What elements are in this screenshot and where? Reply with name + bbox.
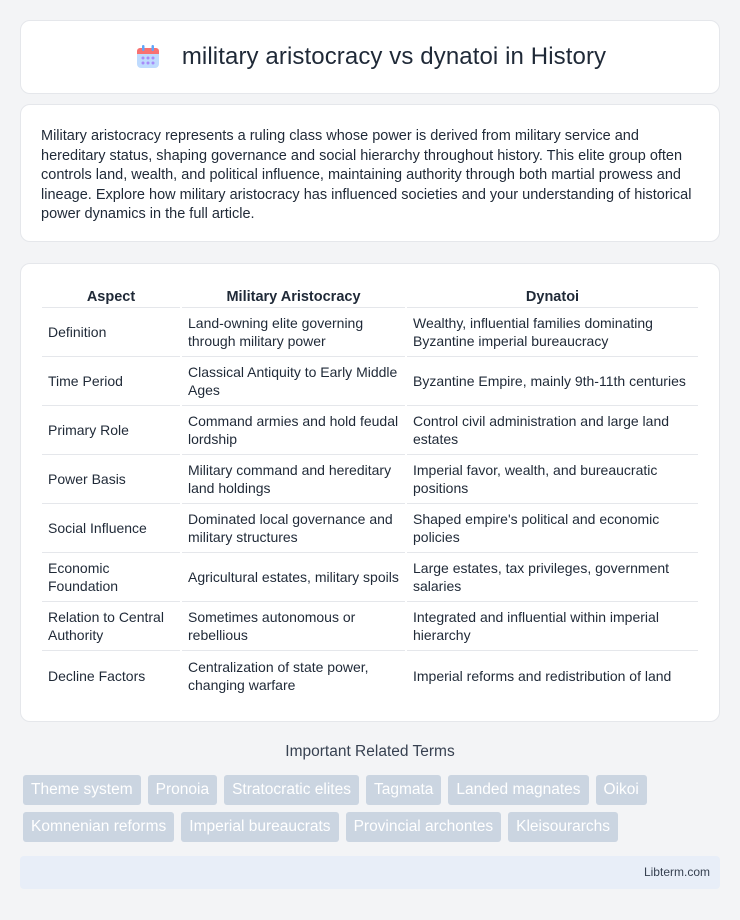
table-row [42, 357, 698, 406]
table-row [42, 406, 698, 455]
comparison-table [40, 284, 700, 700]
header-dynatoi: Dynatoi [407, 284, 698, 308]
intro-card [20, 104, 720, 242]
row-dynatoi: Byzantine Empire, mainly 9th-11th centuries [407, 357, 698, 406]
intro-text: Military aristocracy represents a ruling class whose power is derived from military service and hereditary status, shaping governance and social hierarchy throughout history. This elite group often controls land, wealth, and political influence, maintaining authority through both martial prowess and lineage. Explore how military aristocracy has influenced societies and your understanding of historical power dynamics in the full article. [41, 128, 692, 222]
row-military: Command armies and hold feudal lordship [182, 406, 405, 455]
row-dynatoi: Wealthy, influential families dominating Byzantine imperial bureaucracy [407, 308, 698, 357]
row-military: Dominated local governance and military structures [182, 504, 405, 553]
row-military: Agricultural estates, military spoils [182, 553, 405, 602]
row-aspect: Relation to Central Authority [42, 602, 180, 651]
row-dynatoi: Shaped empire's political and economic policies [407, 504, 698, 553]
row-aspect: Definition [42, 308, 180, 357]
row-dynatoi: Large estates, tax privileges, government salaries [407, 553, 698, 602]
row-military: Land-owning elite governing through military power [182, 308, 405, 357]
related-term-tag[interactable]: Kleisourarchs [508, 812, 618, 842]
row-aspect: Decline Factors [48, 667, 146, 684]
row-dynatoi: Integrated and influential within imperial hierarchy [407, 602, 698, 651]
comparison-table-card [20, 263, 720, 722]
table-row [42, 308, 698, 357]
table-row [42, 455, 698, 504]
header-card [20, 20, 720, 94]
row-aspect: Social Influence [42, 504, 180, 553]
row-dynatoi: Control civil administration and large land estates [407, 406, 698, 455]
row-aspect: Power Basis [42, 455, 180, 504]
header-military-aristocracy: Military Aristocracy [182, 284, 405, 308]
table-row [42, 504, 698, 553]
row-military: Sometimes autonomous or rebellious [182, 602, 405, 651]
row-military: Military command and hereditary land holdings [182, 455, 405, 504]
page-title: military aristocracy vs dynatoi in History [181, 43, 607, 70]
related-term-tag[interactable]: Theme system [23, 775, 141, 805]
footer [20, 856, 720, 889]
calendar-icon [134, 43, 162, 71]
table-row [42, 651, 698, 700]
table-row [42, 602, 698, 651]
related-term-tag[interactable]: Landed magnates [448, 775, 588, 805]
related-term-tag[interactable]: Provincial archontes [346, 812, 502, 842]
related-term-tag[interactable]: Komnenian reforms [23, 812, 174, 842]
row-military: Centralization of state power, changing warfare [188, 658, 369, 693]
row-dynatoi: Imperial reforms and redistribution of land [413, 667, 672, 684]
related-term-tag[interactable]: Oikoi [596, 775, 647, 805]
row-aspect: Economic Foundation [42, 553, 180, 602]
row-aspect: Time Period [42, 357, 180, 406]
related-term-tag[interactable]: Imperial bureaucrats [181, 812, 338, 842]
row-military: Classical Antiquity to Early Middle Ages [182, 357, 405, 406]
related-terms-list [23, 775, 703, 842]
footer-site-link[interactable]: Libterm.com [643, 865, 710, 879]
header-aspect: Aspect [42, 284, 180, 308]
row-aspect: Primary Role [42, 406, 180, 455]
related-terms-title: Important Related Terms [285, 743, 455, 760]
row-dynatoi: Imperial favor, wealth, and bureaucratic positions [407, 455, 698, 504]
related-term-tag[interactable]: Pronoia [148, 775, 217, 805]
related-term-tag[interactable]: Stratocratic elites [224, 775, 359, 805]
table-header-row [42, 284, 698, 308]
related-term-tag[interactable]: Tagmata [366, 775, 441, 805]
table-row [42, 553, 698, 602]
